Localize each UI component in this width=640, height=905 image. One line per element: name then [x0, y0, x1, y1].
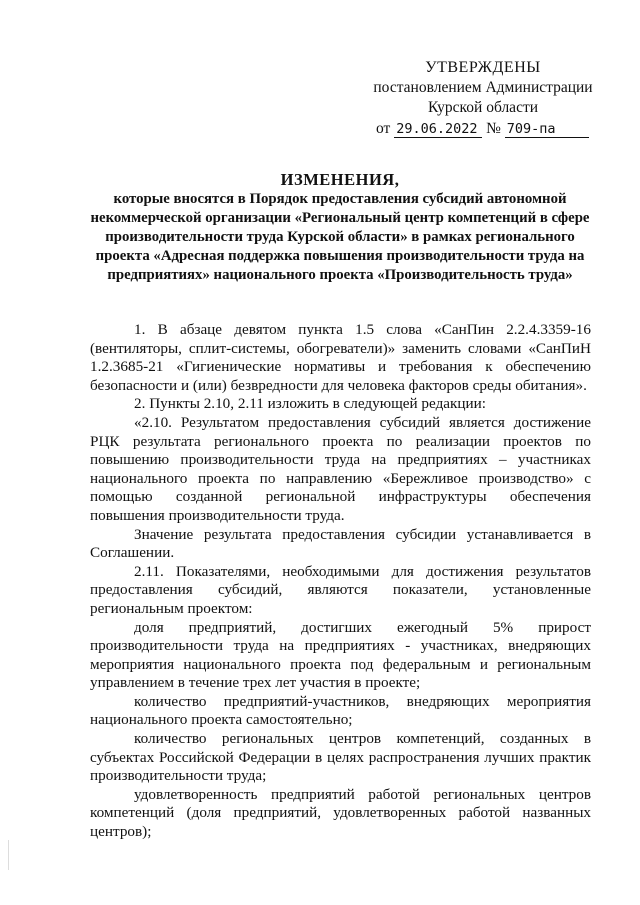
paragraph-5: 2.11. Показателями, необходимыми для достижения результатов предоставления субсидий, являются показатели, установленные региональным проектом:	[90, 562, 591, 617]
approval-line-1: постановлением Администрации	[373, 79, 593, 96]
paragraph-4: Значение результата предоставления субсидии устанавливается в Соглашении.	[90, 525, 591, 562]
scan-edge-mark	[8, 840, 12, 870]
paragraph-2: 2. Пункты 2.10, 2.11 изложить в следующей редакции:	[134, 395, 487, 413]
approval-stamp	[368, 58, 598, 139]
paragraph-9: удовлетворенность предприятий работой региональных центров компетенций (доля предприятий, удовлетворенных работой названных центров);	[90, 785, 591, 841]
approval-date-line	[368, 119, 598, 139]
title-main: ИЗМЕНЕНИЯ,	[280, 170, 400, 189]
approval-line-2: Курской области	[427, 99, 539, 116]
paragraph-8: количество региональных центров компетенций, созданных в субъектах Российской Федерации в целях распространения лучших практик производительности труда;	[90, 730, 591, 785]
title-subtitle: которые вносятся в Порядок предоставления субсидий автономной некоммерческой организации «Региональный центр компетенций в сфере производительности труда Курской области» в рамках регионального проекта «Адресная поддержка повышения производительности труда на предприятиях» национального проекта «Производительность труда»	[90, 191, 590, 283]
document-body	[90, 321, 591, 842]
approval-date: 29.06.2022	[394, 121, 482, 138]
document-title	[90, 170, 590, 285]
approval-number: 709-па	[505, 121, 589, 138]
paragraph-1: 1. В абзаце девятом пункта 1.5 слова «СанПин 2.2.4.3359-16 (вентиляторы, сплит-системы, обогреватели)» заменить словами «СанПиН 1.2.3685-21 «Гигиенические нормативы и требования к обеспечению безопасности и (или) безвредности для человека факторов среды обитания».	[90, 321, 591, 394]
paragraph-6: доля предприятий, достигших ежегодный 5% прирост производительности труда на предприятиях - участниках, внедряющих мероприятия национального проекта под федеральным и региональным управлением в течение трех лет участия в проекте;	[90, 618, 591, 692]
paragraph-3: «2.10. Результатом предоставления субсидий является достижение РЦК результата регионального проекта по реализации проектов по повышению производительности труда на предприятиях – участниках национального проекта по направлению «Бережливое производство» с помощью созданной региональной инфраструктуры обеспечения повышения производительности труда.	[90, 413, 591, 524]
paragraph-7: количество предприятий-участников, внедряющих мероприятия национального проекта самостоятельно;	[90, 692, 591, 729]
from-label: от	[376, 120, 391, 137]
number-label: №	[486, 120, 501, 137]
approval-heading: УТВЕРЖДЕНЫ	[425, 59, 541, 76]
